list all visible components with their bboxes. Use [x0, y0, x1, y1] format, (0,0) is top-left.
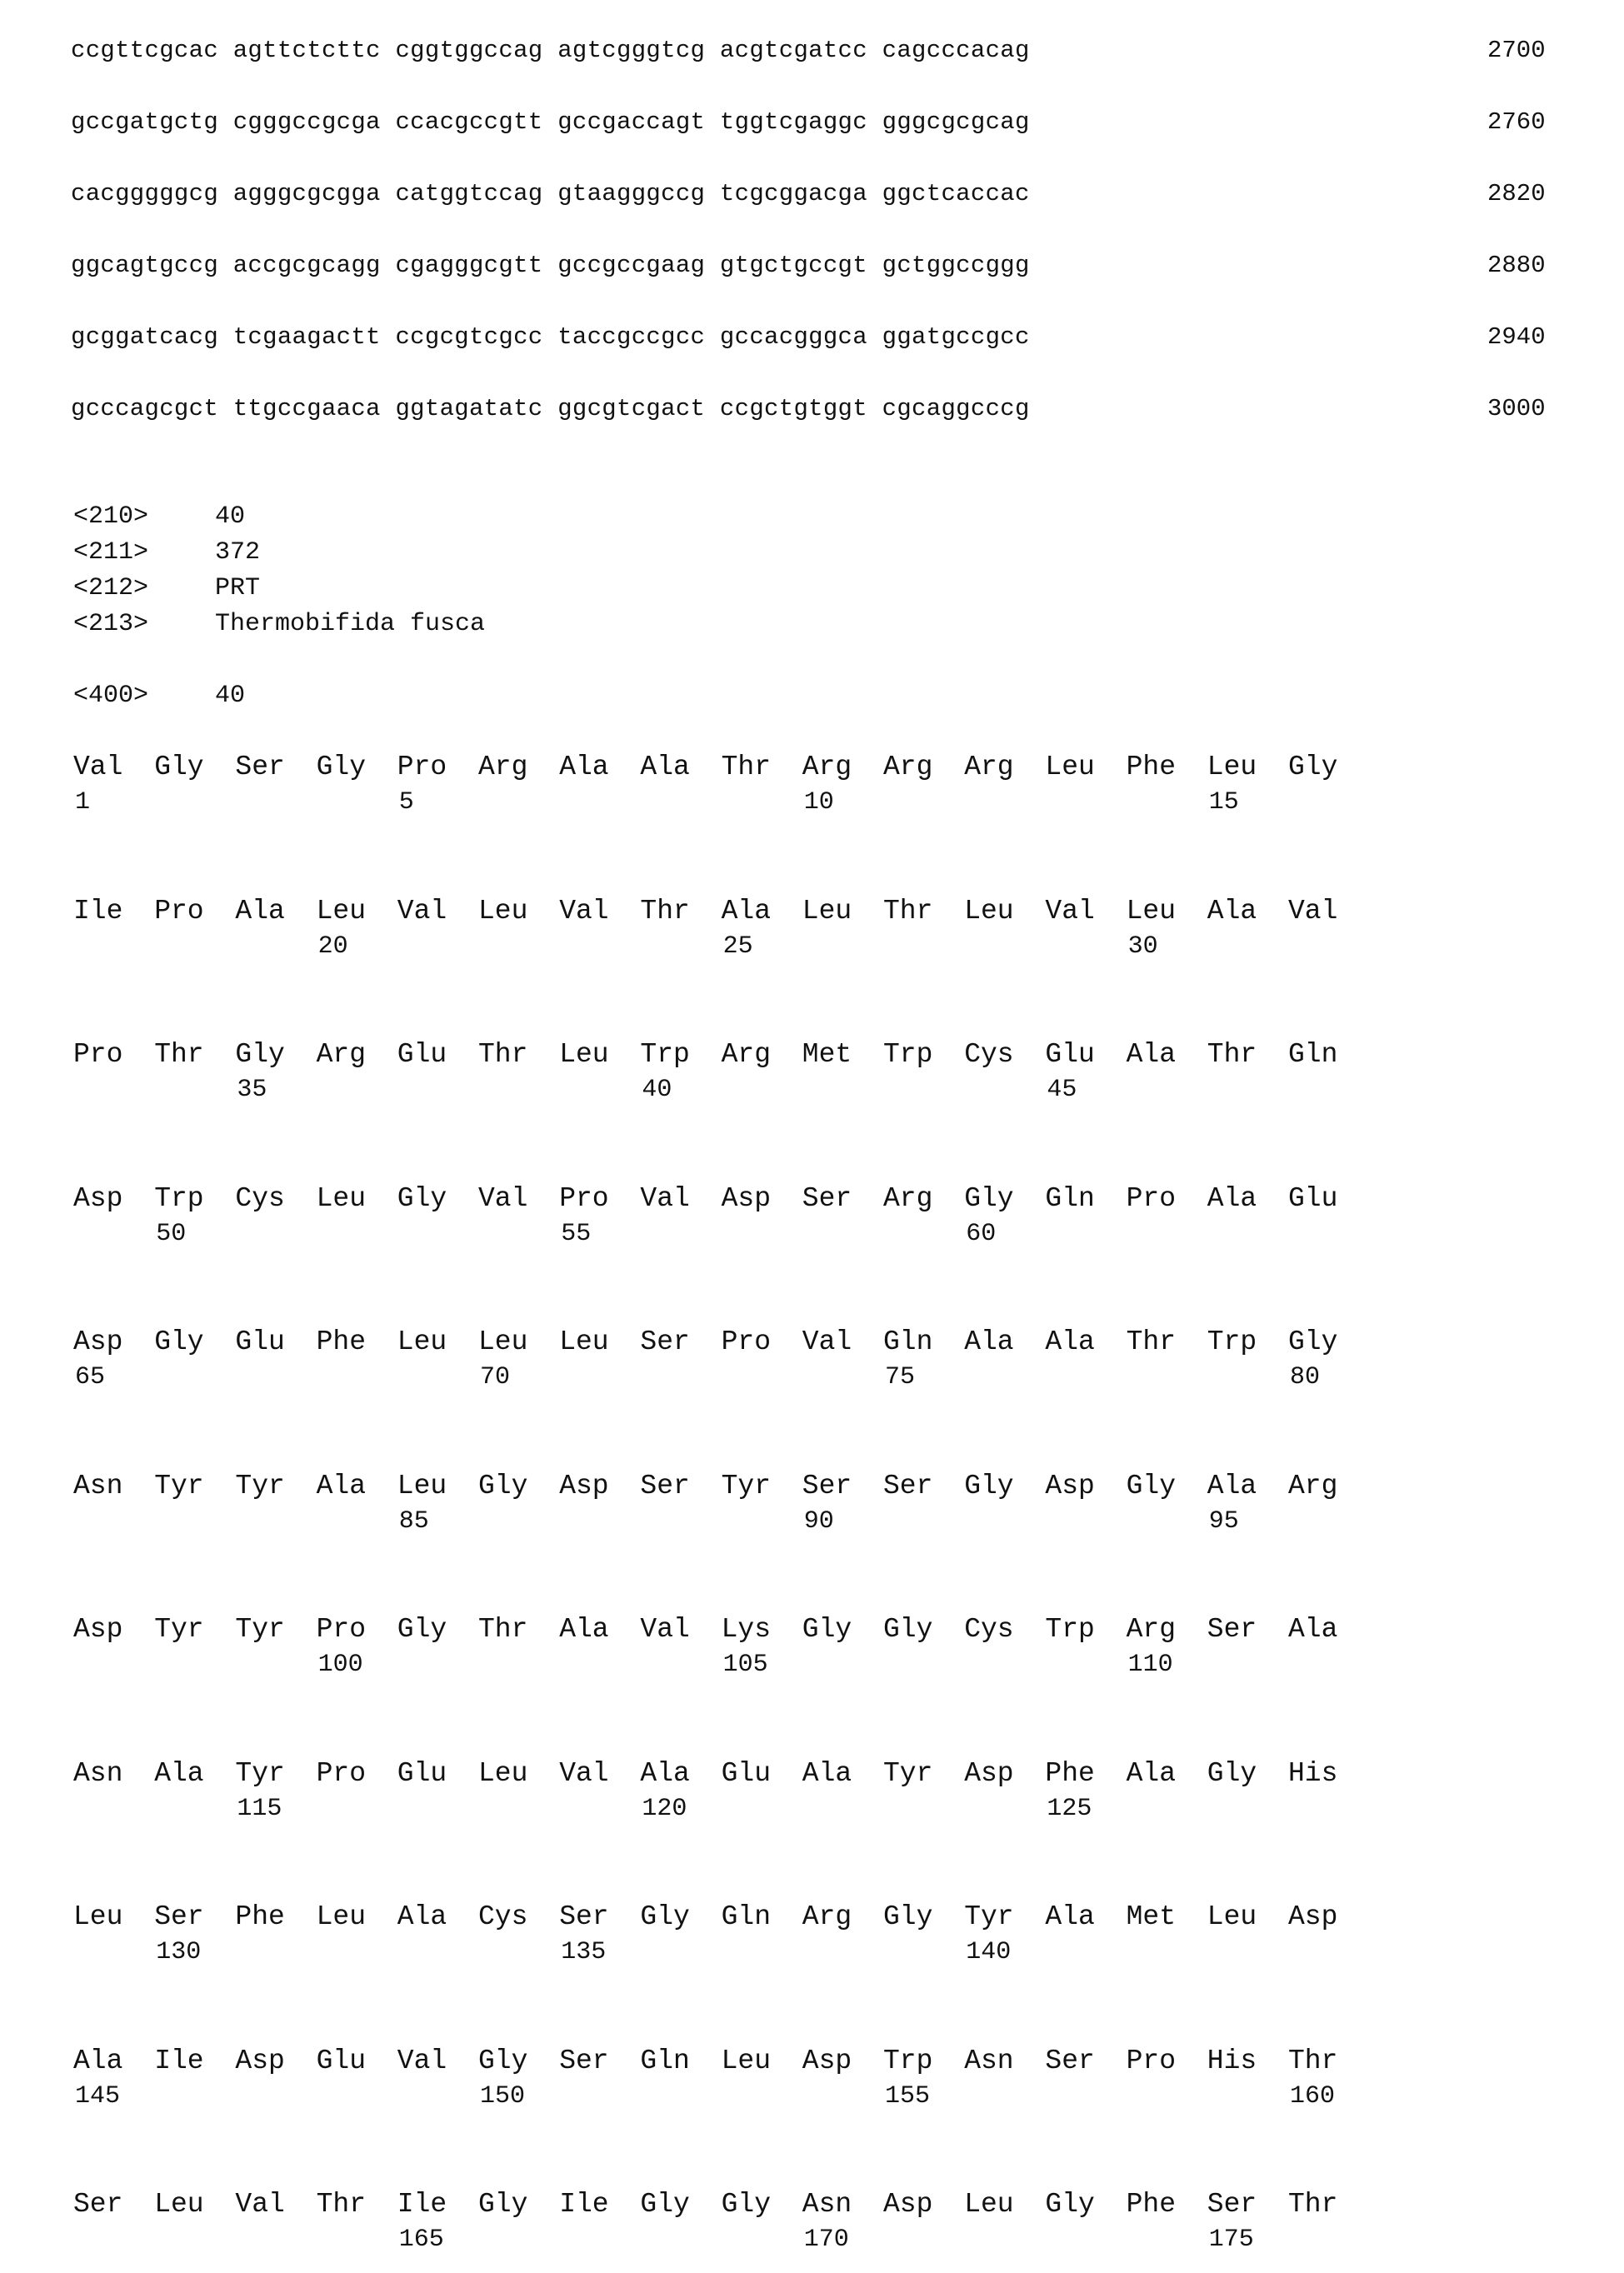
residue: Trp — [154, 1183, 203, 1214]
residue-position-number: 1 — [75, 788, 90, 817]
residue: Gly — [317, 752, 366, 782]
residue: Leu — [1045, 752, 1094, 782]
residue: Arg — [1127, 1614, 1176, 1645]
sequence-header-tag: <400> — [73, 682, 215, 710]
residue: Cys — [235, 1183, 284, 1214]
residue: Asn — [73, 1758, 122, 1789]
residue: Leu — [397, 1471, 447, 1501]
residue-position-number: 50 — [156, 1220, 186, 1248]
residue-position-number: 65 — [75, 1363, 105, 1391]
residue: Tyr — [964, 1901, 1013, 1932]
residue: Leu — [559, 1039, 608, 1070]
residue: His — [1207, 2046, 1257, 2076]
residue: Phe — [1127, 752, 1176, 782]
residue: Gly — [964, 1471, 1013, 1501]
residue: Gly — [397, 1183, 447, 1214]
residue: Arg — [478, 752, 527, 782]
residue-position-number: 10 — [804, 788, 834, 817]
residue: Ala — [73, 2046, 122, 2076]
residue: Gly — [1288, 752, 1337, 782]
residue: Ile — [559, 2189, 608, 2220]
residue: Ala — [1207, 896, 1257, 927]
residue: Glu — [397, 1758, 447, 1789]
dna-sequence-line: ccgttcgcac agttctcttc cggtggccag agtcgggtcg acgtcgatcc cagcccacag — [71, 37, 1030, 64]
residue-position-number: 140 — [966, 1938, 1011, 1966]
residue-position-number: 145 — [75, 2082, 120, 2111]
dna-sequence-line: gccgatgctg cgggccgcga ccacgccgtt gccgaccagt tggtcgaggc gggcgcgcag — [71, 108, 1030, 136]
residue: Leu — [154, 2189, 203, 2220]
residue: Pro — [317, 1758, 366, 1789]
residue: Val — [802, 1326, 852, 1357]
residue: Val — [73, 752, 122, 782]
residue: Ala — [640, 752, 689, 782]
residue: Asp — [722, 1183, 771, 1214]
residue: Phe — [235, 1901, 284, 1932]
residue: Ala — [1127, 1758, 1176, 1789]
dna-position-number: 2880 — [1487, 252, 1546, 279]
residue-position-number: 155 — [885, 2082, 930, 2111]
residue: Asp — [235, 2046, 284, 2076]
residue: Val — [397, 896, 447, 927]
sequence-header-value: 40 — [215, 682, 245, 710]
residue: Leu — [722, 2046, 771, 2076]
residue: Leu — [397, 1326, 447, 1357]
residue: Gln — [1288, 1039, 1337, 1070]
residue-position-number: 35 — [237, 1076, 267, 1104]
residue: Gly — [397, 1614, 447, 1645]
residue: Asp — [1288, 1901, 1337, 1932]
residue: Glu — [235, 1326, 284, 1357]
residue: Ser — [883, 1471, 932, 1501]
residue: Glu — [317, 2046, 366, 2076]
residue: Gly — [640, 1901, 689, 1932]
residue: Tyr — [883, 1758, 932, 1789]
residue: Asn — [964, 2046, 1013, 2076]
residue-position-number: 110 — [1128, 1651, 1173, 1679]
residue: Phe — [1127, 2189, 1176, 2220]
residue: Gly — [1288, 1326, 1337, 1357]
residue: Pro — [722, 1326, 771, 1357]
residue: Gly — [1127, 1471, 1176, 1501]
residue: Gly — [883, 1614, 932, 1645]
dna-position-number: 3000 — [1487, 395, 1546, 422]
metadata-line — [73, 538, 260, 567]
residue: Arg — [802, 752, 852, 782]
residue: Thr — [154, 1039, 203, 1070]
residue-position-number: 30 — [1128, 932, 1158, 961]
residue: Arg — [1288, 1471, 1337, 1501]
residue: Thr — [478, 1614, 527, 1645]
residue: Ala — [317, 1471, 366, 1501]
residue: Val — [640, 1614, 689, 1645]
residue: Ser — [640, 1326, 689, 1357]
residue: Arg — [722, 1039, 771, 1070]
residue: Gly — [478, 2189, 527, 2220]
metadata-value: Thermobifida fusca — [215, 610, 485, 638]
residue: Gly — [478, 1471, 527, 1501]
residue: Tyr — [235, 1758, 284, 1789]
residue: Leu — [317, 896, 366, 927]
residue: Thr — [1288, 2046, 1337, 2076]
dna-position-number: 2820 — [1487, 180, 1546, 207]
residue: Ser — [802, 1183, 852, 1214]
residue: Arg — [964, 752, 1013, 782]
residue: Ser — [559, 2046, 608, 2076]
residue: Val — [235, 2189, 284, 2220]
residue: Pro — [73, 1039, 122, 1070]
residue: Leu — [802, 896, 852, 927]
residue: Ile — [154, 2046, 203, 2076]
residue-position-number: 15 — [1209, 788, 1239, 817]
residue: Ser — [640, 1471, 689, 1501]
residue: Glu — [1045, 1039, 1094, 1070]
metadata-value: PRT — [215, 574, 260, 602]
metadata-tag: <213> — [73, 610, 215, 638]
residue: Trp — [1207, 1326, 1257, 1357]
residue: Asn — [73, 1471, 122, 1501]
residue-position-number: 40 — [642, 1076, 672, 1104]
residue-position-number: 125 — [1047, 1795, 1092, 1823]
dna-sequence-line: ggcagtgccg accgcgcagg cgagggcgtt gccgccgaag gtgctgccgt gctggccggg — [71, 252, 1030, 279]
dna-position-number: 2940 — [1487, 323, 1546, 351]
residue: Trp — [1045, 1614, 1094, 1645]
residue: Leu — [1207, 752, 1257, 782]
residue: Ile — [73, 896, 122, 927]
residue-position-number: 120 — [642, 1795, 687, 1823]
residue: Tyr — [154, 1471, 203, 1501]
residue: Met — [802, 1039, 852, 1070]
residue: Leu — [964, 2189, 1013, 2220]
residue: Phe — [317, 1326, 366, 1357]
residue: Asp — [73, 1614, 122, 1645]
residue: Arg — [802, 1901, 852, 1932]
residue: Asp — [73, 1326, 122, 1357]
residue: Tyr — [154, 1614, 203, 1645]
residue: Gly — [154, 1326, 203, 1357]
residue: Cys — [964, 1039, 1013, 1070]
metadata-line — [73, 502, 245, 531]
residue-position-number: 90 — [804, 1507, 834, 1536]
residue-position-number: 135 — [561, 1938, 606, 1966]
residue: Leu — [1127, 896, 1176, 927]
residue-position-number: 5 — [399, 788, 414, 817]
residue: Glu — [1288, 1183, 1337, 1214]
residue: Leu — [1207, 1901, 1257, 1932]
residue: Asp — [802, 2046, 852, 2076]
residue: Gly — [1045, 2189, 1094, 2220]
residue-position-number: 115 — [237, 1795, 282, 1823]
residue: Ser — [802, 1471, 852, 1501]
residue: Thr — [640, 896, 689, 927]
residue-position-number: 75 — [885, 1363, 915, 1391]
residue: Ala — [235, 896, 284, 927]
metadata-tag: <211> — [73, 538, 215, 567]
residue: Thr — [478, 1039, 527, 1070]
residue: Asp — [883, 2189, 932, 2220]
residue: Val — [1045, 896, 1094, 927]
residue: Ala — [964, 1326, 1013, 1357]
metadata-tag: <210> — [73, 502, 215, 531]
residue: Ala — [1127, 1039, 1176, 1070]
residue: Asp — [73, 1183, 122, 1214]
residue-position-number: 175 — [1209, 2226, 1254, 2254]
dna-position-number: 2760 — [1487, 108, 1546, 136]
residue: Leu — [964, 896, 1013, 927]
residue-position-number: 130 — [156, 1938, 201, 1966]
residue: Ser — [154, 1901, 203, 1932]
residue: Ala — [1288, 1614, 1337, 1645]
residue: Val — [1288, 896, 1337, 927]
residue: Pro — [317, 1614, 366, 1645]
residue: Ser — [235, 752, 284, 782]
residue-position-number: 165 — [399, 2226, 444, 2254]
residue: Leu — [73, 1901, 122, 1932]
residue: Ser — [1207, 1614, 1257, 1645]
residue: Thr — [1127, 1326, 1176, 1357]
residue: Gln — [1045, 1183, 1094, 1214]
residue: Leu — [478, 1758, 527, 1789]
residue: Ala — [1045, 1326, 1094, 1357]
residue: Asp — [1045, 1471, 1094, 1501]
residue: Ser — [1207, 2189, 1257, 2220]
residue: Ile — [397, 2189, 447, 2220]
metadata-tag: <212> — [73, 574, 215, 602]
residue: Ser — [559, 1901, 608, 1932]
residue: Gln — [640, 2046, 689, 2076]
metadata-line — [73, 610, 485, 638]
residue: Glu — [722, 1758, 771, 1789]
residue: Gly — [154, 752, 203, 782]
residue: Leu — [559, 1326, 608, 1357]
residue: Asp — [559, 1471, 608, 1501]
metadata-value: 40 — [215, 502, 245, 531]
residue: Ala — [722, 896, 771, 927]
residue: Ala — [1207, 1471, 1257, 1501]
residue: Val — [397, 2046, 447, 2076]
dna-sequence-line: cacgggggcg agggcgcgga catggtccag gtaagggccg tcgcggacga ggctcaccac — [71, 180, 1030, 207]
residue: Arg — [883, 1183, 932, 1214]
residue: Ala — [559, 752, 608, 782]
residue: Pro — [1127, 2046, 1176, 2076]
residue: Ser — [1045, 2046, 1094, 2076]
residue: Pro — [1127, 1183, 1176, 1214]
residue-position-number: 25 — [723, 932, 753, 961]
residue: Tyr — [722, 1471, 771, 1501]
residue-position-number: 60 — [966, 1220, 996, 1248]
residue: Thr — [722, 752, 771, 782]
residue: Ala — [802, 1758, 852, 1789]
residue: Arg — [883, 752, 932, 782]
residue: Pro — [559, 1183, 608, 1214]
residue: Val — [559, 896, 608, 927]
residue-position-number: 95 — [1209, 1507, 1239, 1536]
residue: Gly — [478, 2046, 527, 2076]
residue: Gln — [722, 1901, 771, 1932]
residue-position-number: 170 — [804, 2226, 849, 2254]
residue: Ala — [1207, 1183, 1257, 1214]
residue: Ala — [1045, 1901, 1094, 1932]
residue: Pro — [397, 752, 447, 782]
residue: Leu — [317, 1183, 366, 1214]
residue-position-number: 55 — [561, 1220, 591, 1248]
residue: Gly — [640, 2189, 689, 2220]
metadata-line — [73, 574, 260, 602]
dna-position-number: 2700 — [1487, 37, 1546, 64]
residue: Tyr — [235, 1471, 284, 1501]
residue: Thr — [1207, 1039, 1257, 1070]
residue: Val — [640, 1183, 689, 1214]
residue: Trp — [640, 1039, 689, 1070]
residue: Val — [478, 1183, 527, 1214]
metadata-value: 372 — [215, 538, 260, 567]
residue: Ala — [154, 1758, 203, 1789]
residue: His — [1288, 1758, 1337, 1789]
residue: Thr — [317, 2189, 366, 2220]
residue: Asn — [802, 2189, 852, 2220]
dna-sequence-line: gcggatcacg tcgaagactt ccgcgtcgcc taccgccgcc gccacgggca ggatgccgcc — [71, 323, 1030, 351]
residue: Leu — [317, 1901, 366, 1932]
residue-position-number: 160 — [1290, 2082, 1335, 2111]
residue: Trp — [883, 2046, 932, 2076]
residue: Asp — [964, 1758, 1013, 1789]
residue-position-number: 105 — [723, 1651, 768, 1679]
residue: Lys — [722, 1614, 771, 1645]
residue: Arg — [317, 1039, 366, 1070]
residue-position-number: 150 — [480, 2082, 525, 2111]
residue: Gly — [883, 1901, 932, 1932]
residue: Cys — [964, 1614, 1013, 1645]
residue: Ala — [559, 1614, 608, 1645]
residue: Gly — [802, 1614, 852, 1645]
residue: Gly — [722, 2189, 771, 2220]
residue: Ser — [73, 2189, 122, 2220]
residue: Gly — [235, 1039, 284, 1070]
residue: Glu — [397, 1039, 447, 1070]
residue: Val — [559, 1758, 608, 1789]
residue: Tyr — [235, 1614, 284, 1645]
residue: Ala — [640, 1758, 689, 1789]
residue-position-number: 45 — [1047, 1076, 1077, 1104]
residue: Leu — [478, 1326, 527, 1357]
residue-position-number: 100 — [318, 1651, 363, 1679]
residue: Ala — [397, 1901, 447, 1932]
residue: Leu — [478, 896, 527, 927]
residue: Gly — [964, 1183, 1013, 1214]
residue: Phe — [1045, 1758, 1094, 1789]
residue: Gly — [1207, 1758, 1257, 1789]
residue-position-number: 20 — [318, 932, 348, 961]
residue: Thr — [883, 896, 932, 927]
residue: Trp — [883, 1039, 932, 1070]
residue: Thr — [1288, 2189, 1337, 2220]
residue-position-number: 70 — [480, 1363, 510, 1391]
sequence-header — [73, 682, 245, 710]
residue: Cys — [478, 1901, 527, 1932]
residue: Pro — [154, 896, 203, 927]
residue: Gln — [883, 1326, 932, 1357]
dna-sequence-line: gcccagcgct ttgccgaaca ggtagatatc ggcgtcgact ccgctgtggt cgcaggcccg — [71, 395, 1030, 422]
residue: Met — [1127, 1901, 1176, 1932]
residue-position-number: 80 — [1290, 1363, 1320, 1391]
residue-position-number: 85 — [399, 1507, 429, 1536]
